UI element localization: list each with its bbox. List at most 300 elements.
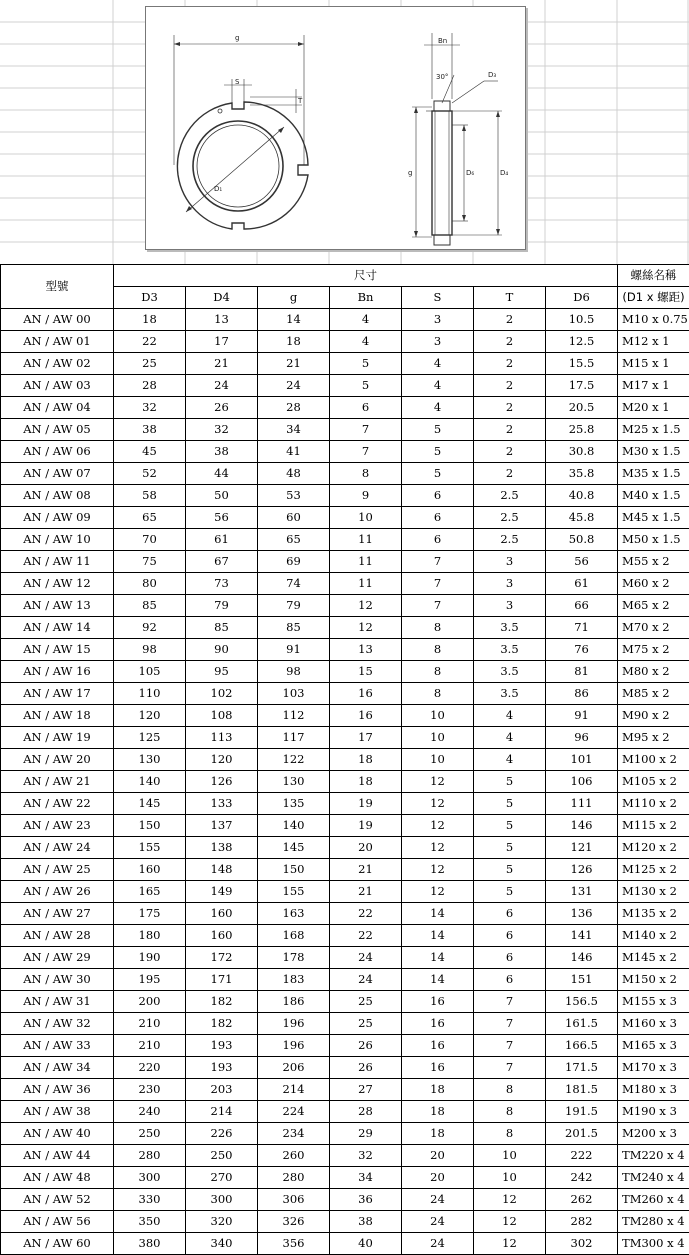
value-cell: 32 xyxy=(330,1145,402,1167)
value-cell: 7 xyxy=(330,441,402,463)
thread-cell: M155 x 3 xyxy=(618,991,689,1013)
value-cell: 196 xyxy=(258,1035,330,1057)
value-cell: 50.8 xyxy=(546,529,618,551)
value-cell: 16 xyxy=(330,705,402,727)
thread-cell: M120 x 2 xyxy=(618,837,689,859)
thread-cell: M10 x 0.75 xyxy=(618,309,689,331)
value-cell: 220 xyxy=(114,1057,186,1079)
value-cell: 4 xyxy=(474,749,546,771)
model-cell: AN / AW 21 xyxy=(1,771,114,793)
value-cell: 145 xyxy=(114,793,186,815)
value-cell: 8 xyxy=(402,661,474,683)
value-cell: 27 xyxy=(330,1079,402,1101)
value-cell: 98 xyxy=(258,661,330,683)
value-cell: 175 xyxy=(114,903,186,925)
value-cell: 302 xyxy=(546,1233,618,1255)
value-cell: 21 xyxy=(186,353,258,375)
model-cell: AN / AW 19 xyxy=(1,727,114,749)
value-cell: 165 xyxy=(114,881,186,903)
table-row xyxy=(1,485,689,507)
value-cell: 5 xyxy=(402,441,474,463)
thread-cell: M180 x 3 xyxy=(618,1079,689,1101)
table-row xyxy=(1,1013,689,1035)
value-cell: 12 xyxy=(330,617,402,639)
thread-cell: M40 x 1.5 xyxy=(618,485,689,507)
value-cell: 16 xyxy=(402,1035,474,1057)
value-cell: 28 xyxy=(114,375,186,397)
value-cell: 12 xyxy=(330,595,402,617)
value-cell: 7 xyxy=(330,419,402,441)
thread-subheader: (D1 x 螺距) xyxy=(618,287,689,309)
table-row xyxy=(1,661,689,683)
value-cell: 16 xyxy=(330,683,402,705)
model-cell: AN / AW 44 xyxy=(1,1145,114,1167)
model-cell: AN / AW 28 xyxy=(1,925,114,947)
value-cell: 24 xyxy=(258,375,330,397)
value-cell: 5 xyxy=(474,881,546,903)
value-cell: 6 xyxy=(474,925,546,947)
value-cell: 32 xyxy=(186,419,258,441)
value-cell: 110 xyxy=(114,683,186,705)
table-row xyxy=(1,529,689,551)
value-cell: 14 xyxy=(402,947,474,969)
model-cell: AN / AW 33 xyxy=(1,1035,114,1057)
model-cell: AN / AW 10 xyxy=(1,529,114,551)
value-cell: 136 xyxy=(546,903,618,925)
value-cell: 56 xyxy=(546,551,618,573)
value-cell: 356 xyxy=(258,1233,330,1255)
thread-cell: M55 x 2 xyxy=(618,551,689,573)
value-cell: 18 xyxy=(402,1123,474,1145)
value-cell: 155 xyxy=(258,881,330,903)
col-header: D3 xyxy=(114,287,186,309)
table-row xyxy=(1,463,689,485)
model-cell: AN / AW 03 xyxy=(1,375,114,397)
value-cell: 7 xyxy=(474,1057,546,1079)
locknut-spec-table xyxy=(0,264,689,1255)
value-cell: 193 xyxy=(186,1057,258,1079)
value-cell: 86 xyxy=(546,683,618,705)
value-cell: 18 xyxy=(402,1079,474,1101)
value-cell: 12 xyxy=(402,859,474,881)
label-d1: D₁ xyxy=(214,185,223,193)
value-cell: 4 xyxy=(330,309,402,331)
thread-cell: M20 x 1 xyxy=(618,397,689,419)
value-cell: 38 xyxy=(114,419,186,441)
col-header: T xyxy=(474,287,546,309)
value-cell: 60 xyxy=(258,507,330,529)
value-cell: 65 xyxy=(258,529,330,551)
value-cell: 98 xyxy=(114,639,186,661)
value-cell: 90 xyxy=(186,639,258,661)
thread-cell: M75 x 2 xyxy=(618,639,689,661)
thread-cell: M115 x 2 xyxy=(618,815,689,837)
model-cell: AN / AW 13 xyxy=(1,595,114,617)
value-cell: 101 xyxy=(546,749,618,771)
value-cell: 67 xyxy=(186,551,258,573)
value-cell: 151 xyxy=(546,969,618,991)
value-cell: 19 xyxy=(330,815,402,837)
table-row xyxy=(1,1035,689,1057)
value-cell: 214 xyxy=(258,1079,330,1101)
value-cell: 6 xyxy=(474,903,546,925)
value-cell: 24 xyxy=(330,969,402,991)
value-cell: 3 xyxy=(474,573,546,595)
thread-cell: M80 x 2 xyxy=(618,661,689,683)
col-header: g xyxy=(258,287,330,309)
value-cell: 11 xyxy=(330,529,402,551)
value-cell: 16 xyxy=(402,991,474,1013)
value-cell: 10 xyxy=(474,1145,546,1167)
value-cell: 14 xyxy=(402,969,474,991)
value-cell: 3 xyxy=(402,309,474,331)
table-row xyxy=(1,551,689,573)
value-cell: 7 xyxy=(474,1013,546,1035)
value-cell: 85 xyxy=(258,617,330,639)
value-cell: 95 xyxy=(186,661,258,683)
value-cell: 260 xyxy=(258,1145,330,1167)
label-t: T xyxy=(298,97,303,105)
value-cell: 71 xyxy=(546,617,618,639)
value-cell: 380 xyxy=(114,1233,186,1255)
value-cell: 3.5 xyxy=(474,617,546,639)
value-cell: 2 xyxy=(474,397,546,419)
value-cell: 24 xyxy=(186,375,258,397)
value-cell: 172 xyxy=(186,947,258,969)
model-cell: AN / AW 18 xyxy=(1,705,114,727)
value-cell: 3 xyxy=(402,331,474,353)
value-cell: 250 xyxy=(186,1145,258,1167)
value-cell: 12 xyxy=(474,1189,546,1211)
value-cell: 6 xyxy=(474,947,546,969)
value-cell: 4 xyxy=(474,727,546,749)
thread-cell: M130 x 2 xyxy=(618,881,689,903)
value-cell: 29 xyxy=(330,1123,402,1145)
table-row xyxy=(1,969,689,991)
value-cell: 7 xyxy=(474,1035,546,1057)
value-cell: 12 xyxy=(402,771,474,793)
thread-cell: M35 x 1.5 xyxy=(618,463,689,485)
value-cell: 171.5 xyxy=(546,1057,618,1079)
value-cell: 103 xyxy=(258,683,330,705)
value-cell: 40.8 xyxy=(546,485,618,507)
model-cell: AN / AW 08 xyxy=(1,485,114,507)
value-cell: 150 xyxy=(114,815,186,837)
thread-cell: M65 x 2 xyxy=(618,595,689,617)
value-cell: 12 xyxy=(474,1211,546,1233)
value-cell: 135 xyxy=(258,793,330,815)
value-cell: 191.5 xyxy=(546,1101,618,1123)
value-cell: 140 xyxy=(114,771,186,793)
thread-cell: M160 x 3 xyxy=(618,1013,689,1035)
value-cell: 206 xyxy=(258,1057,330,1079)
value-cell: 92 xyxy=(114,617,186,639)
value-cell: 25 xyxy=(114,353,186,375)
table-row xyxy=(1,1233,689,1255)
value-cell: 20 xyxy=(330,837,402,859)
model-cell: AN / AW 06 xyxy=(1,441,114,463)
table-row xyxy=(1,397,689,419)
value-cell: 8 xyxy=(474,1079,546,1101)
front-view xyxy=(174,35,308,229)
value-cell: 330 xyxy=(114,1189,186,1211)
value-cell: 280 xyxy=(114,1145,186,1167)
col-header: Bn xyxy=(330,287,402,309)
value-cell: 160 xyxy=(114,859,186,881)
value-cell: 65 xyxy=(114,507,186,529)
table-row xyxy=(1,837,689,859)
value-cell: 16 xyxy=(402,1013,474,1035)
value-cell: 2 xyxy=(474,375,546,397)
value-cell: 106 xyxy=(546,771,618,793)
thread-cell: TM300 x 4 xyxy=(618,1233,689,1255)
model-cell: AN / AW 11 xyxy=(1,551,114,573)
value-cell: 126 xyxy=(546,859,618,881)
value-cell: 5 xyxy=(474,793,546,815)
model-cell: AN / AW 05 xyxy=(1,419,114,441)
value-cell: 2.5 xyxy=(474,507,546,529)
value-cell: 234 xyxy=(258,1123,330,1145)
value-cell: 5 xyxy=(474,837,546,859)
value-cell: 26 xyxy=(186,397,258,419)
value-cell: 146 xyxy=(546,947,618,969)
model-cell: AN / AW 16 xyxy=(1,661,114,683)
thread-cell: M105 x 2 xyxy=(618,771,689,793)
value-cell: 320 xyxy=(186,1211,258,1233)
value-cell: 133 xyxy=(186,793,258,815)
value-cell: 7 xyxy=(402,573,474,595)
value-cell: 200 xyxy=(114,991,186,1013)
thread-cell: M140 x 2 xyxy=(618,925,689,947)
model-cell: AN / AW 24 xyxy=(1,837,114,859)
model-cell: AN / AW 23 xyxy=(1,815,114,837)
value-cell: 6 xyxy=(474,969,546,991)
value-cell: 5 xyxy=(402,463,474,485)
table-row xyxy=(1,507,689,529)
value-cell: 10 xyxy=(402,749,474,771)
value-cell: 181.5 xyxy=(546,1079,618,1101)
value-cell: 117 xyxy=(258,727,330,749)
value-cell: 8 xyxy=(474,1101,546,1123)
value-cell: 102 xyxy=(186,683,258,705)
thread-cell: TM280 x 4 xyxy=(618,1211,689,1233)
thread-header: 螺絲名稱 xyxy=(618,265,689,287)
value-cell: 150 xyxy=(258,859,330,881)
value-cell: 25 xyxy=(330,1013,402,1035)
value-cell: 80 xyxy=(114,573,186,595)
model-cell: AN / AW 38 xyxy=(1,1101,114,1123)
value-cell: 17.5 xyxy=(546,375,618,397)
value-cell: 230 xyxy=(114,1079,186,1101)
table-row xyxy=(1,815,689,837)
table-row xyxy=(1,375,689,397)
value-cell: 112 xyxy=(258,705,330,727)
model-cell: AN / AW 31 xyxy=(1,991,114,1013)
model-cell: AN / AW 00 xyxy=(1,309,114,331)
model-cell: AN / AW 26 xyxy=(1,881,114,903)
value-cell: 6 xyxy=(402,529,474,551)
model-cell: AN / AW 09 xyxy=(1,507,114,529)
value-cell: 242 xyxy=(546,1167,618,1189)
thread-cell: M200 x 3 xyxy=(618,1123,689,1145)
thread-cell: M190 x 3 xyxy=(618,1101,689,1123)
model-cell: AN / AW 07 xyxy=(1,463,114,485)
value-cell: 24 xyxy=(330,947,402,969)
model-cell: AN / AW 02 xyxy=(1,353,114,375)
thread-cell: M15 x 1 xyxy=(618,353,689,375)
value-cell: 34 xyxy=(258,419,330,441)
table-row xyxy=(1,639,689,661)
locknut-drawing xyxy=(146,7,525,249)
value-cell: 160 xyxy=(186,903,258,925)
table-row xyxy=(1,441,689,463)
value-cell: 21 xyxy=(258,353,330,375)
model-cell: AN / AW 22 xyxy=(1,793,114,815)
value-cell: 17 xyxy=(330,727,402,749)
label-30deg: 30° xyxy=(436,73,449,81)
value-cell: 138 xyxy=(186,837,258,859)
value-cell: 13 xyxy=(330,639,402,661)
value-cell: 20 xyxy=(402,1145,474,1167)
value-cell: 24 xyxy=(402,1211,474,1233)
value-cell: 171 xyxy=(186,969,258,991)
col-header: S xyxy=(402,287,474,309)
value-cell: 19 xyxy=(330,793,402,815)
table-row xyxy=(1,947,689,969)
model-cell: AN / AW 27 xyxy=(1,903,114,925)
value-cell: 4 xyxy=(402,375,474,397)
value-cell: 2.5 xyxy=(474,485,546,507)
value-cell: 18 xyxy=(258,331,330,353)
thread-cell: M125 x 2 xyxy=(618,859,689,881)
thread-cell: M17 x 1 xyxy=(618,375,689,397)
value-cell: 14 xyxy=(258,309,330,331)
value-cell: 196 xyxy=(258,1013,330,1035)
table-row xyxy=(1,1167,689,1189)
value-cell: 4 xyxy=(330,331,402,353)
model-cell: AN / AW 34 xyxy=(1,1057,114,1079)
value-cell: 262 xyxy=(546,1189,618,1211)
value-cell: 3 xyxy=(474,551,546,573)
value-cell: 8 xyxy=(402,639,474,661)
value-cell: 6 xyxy=(402,507,474,529)
value-cell: 12 xyxy=(402,837,474,859)
value-cell: 140 xyxy=(258,815,330,837)
model-cell: AN / AW 17 xyxy=(1,683,114,705)
thread-cell: M60 x 2 xyxy=(618,573,689,595)
model-cell: AN / AW 30 xyxy=(1,969,114,991)
value-cell: 141 xyxy=(546,925,618,947)
table-row xyxy=(1,771,689,793)
thread-cell: M30 x 1.5 xyxy=(618,441,689,463)
value-cell: 214 xyxy=(186,1101,258,1123)
thread-cell: M12 x 1 xyxy=(618,331,689,353)
value-cell: 26 xyxy=(330,1057,402,1079)
value-cell: 35.8 xyxy=(546,463,618,485)
value-cell: 38 xyxy=(186,441,258,463)
value-cell: 15.5 xyxy=(546,353,618,375)
value-cell: 25.8 xyxy=(546,419,618,441)
value-cell: 111 xyxy=(546,793,618,815)
value-cell: 76 xyxy=(546,639,618,661)
model-cell: AN / AW 04 xyxy=(1,397,114,419)
value-cell: 70 xyxy=(114,529,186,551)
value-cell: 5 xyxy=(474,859,546,881)
model-cell: AN / AW 56 xyxy=(1,1211,114,1233)
locknut-diagram xyxy=(145,6,526,250)
value-cell: 178 xyxy=(258,947,330,969)
value-cell: 300 xyxy=(114,1167,186,1189)
thread-cell: M135 x 2 xyxy=(618,903,689,925)
thread-cell: M85 x 2 xyxy=(618,683,689,705)
value-cell: 8 xyxy=(402,683,474,705)
label-d3: D₃ xyxy=(488,71,497,79)
value-cell: 149 xyxy=(186,881,258,903)
spec-table-body xyxy=(1,309,689,1255)
value-cell: 2 xyxy=(474,309,546,331)
value-cell: 20 xyxy=(402,1167,474,1189)
value-cell: 270 xyxy=(186,1167,258,1189)
value-cell: 10 xyxy=(402,705,474,727)
table-row xyxy=(1,331,689,353)
value-cell: 3.5 xyxy=(474,639,546,661)
table-row xyxy=(1,881,689,903)
value-cell: 9 xyxy=(330,485,402,507)
table-row xyxy=(1,595,689,617)
side-view xyxy=(412,33,502,245)
value-cell: 85 xyxy=(114,595,186,617)
value-cell: 203 xyxy=(186,1079,258,1101)
value-cell: 52 xyxy=(114,463,186,485)
value-cell: 182 xyxy=(186,1013,258,1035)
value-cell: 4 xyxy=(474,705,546,727)
value-cell: 12.5 xyxy=(546,331,618,353)
value-cell: 222 xyxy=(546,1145,618,1167)
table-row xyxy=(1,727,689,749)
label-g-front: g xyxy=(235,34,240,42)
model-cell: AN / AW 52 xyxy=(1,1189,114,1211)
value-cell: 26 xyxy=(330,1035,402,1057)
value-cell: 120 xyxy=(114,705,186,727)
value-cell: 7 xyxy=(474,991,546,1013)
value-cell: 190 xyxy=(114,947,186,969)
value-cell: 5 xyxy=(330,375,402,397)
table-row xyxy=(1,573,689,595)
value-cell: 32 xyxy=(114,397,186,419)
value-cell: 69 xyxy=(258,551,330,573)
thread-cell: M25 x 1.5 xyxy=(618,419,689,441)
value-cell: 12 xyxy=(402,881,474,903)
table-row xyxy=(1,1079,689,1101)
value-cell: 48 xyxy=(258,463,330,485)
value-cell: 11 xyxy=(330,573,402,595)
value-cell: 122 xyxy=(258,749,330,771)
table-row xyxy=(1,309,689,331)
value-cell: 11 xyxy=(330,551,402,573)
value-cell: 300 xyxy=(186,1189,258,1211)
table-row xyxy=(1,903,689,925)
value-cell: 45 xyxy=(114,441,186,463)
table-row xyxy=(1,1211,689,1233)
table-row xyxy=(1,1145,689,1167)
value-cell: 38 xyxy=(330,1211,402,1233)
value-cell: 12 xyxy=(402,793,474,815)
value-cell: 18 xyxy=(330,771,402,793)
value-cell: 34 xyxy=(330,1167,402,1189)
value-cell: 61 xyxy=(186,529,258,551)
value-cell: 74 xyxy=(258,573,330,595)
value-cell: 131 xyxy=(546,881,618,903)
